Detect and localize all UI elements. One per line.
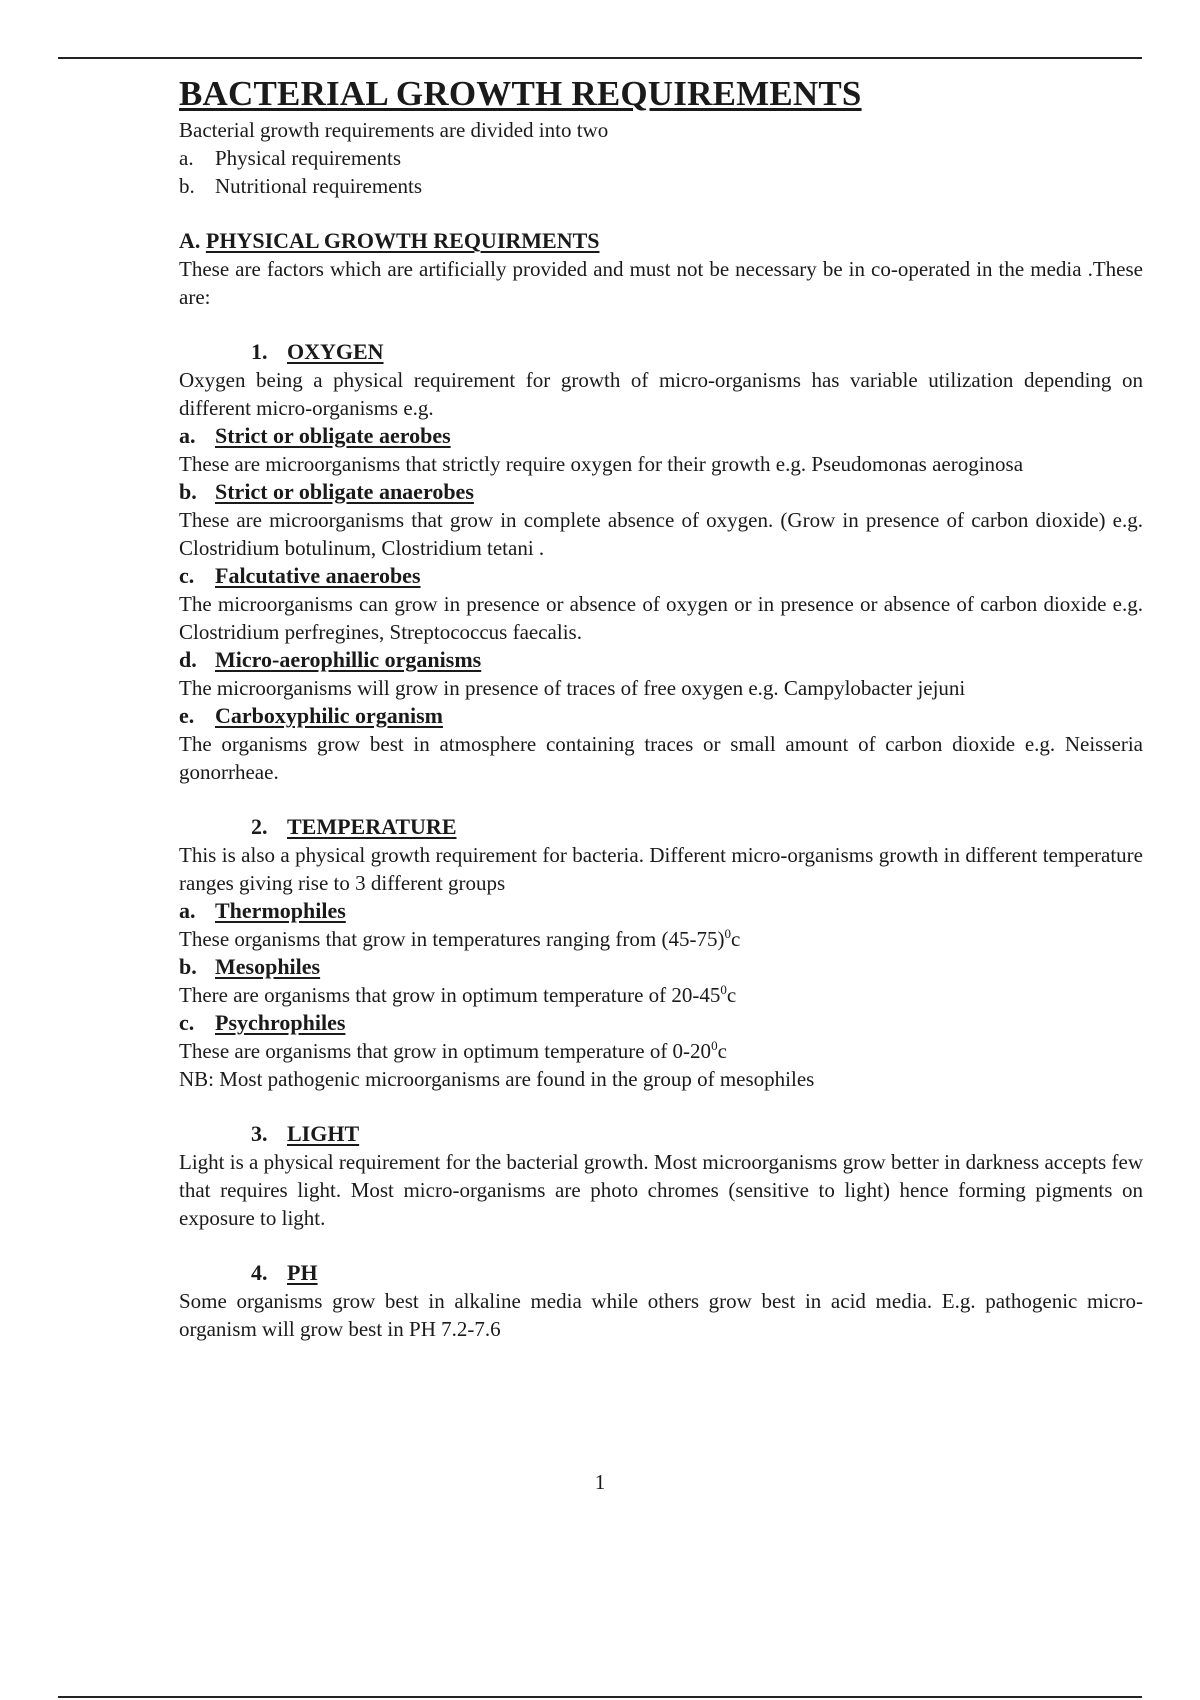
sub-marker: b. <box>179 479 197 504</box>
text-part: There are organisms that grow in optimum temperature of 20-45 <box>179 983 721 1007</box>
section-title: TEMPERATURE <box>287 814 457 839</box>
section-title: OXYGEN <box>287 339 384 364</box>
text-part: c <box>717 1039 727 1063</box>
text-part: c <box>726 983 737 1007</box>
list-item-text: Physical requirements <box>215 146 402 170</box>
subheading <box>179 1009 1143 1037</box>
sub-title: Thermophiles <box>215 898 346 923</box>
oxygen-text: Oxygen being a physical requirement for growth of micro-organisms has variable utilization depending on different micro-organisms e.g. <box>179 368 1143 420</box>
sub-marker: e. <box>179 703 195 728</box>
list-marker: a. <box>179 146 194 170</box>
subheading <box>179 422 1143 450</box>
note-text: NB: Most pathogenic microorganisms are found in the group of mesophiles <box>179 1067 815 1091</box>
degree-superscript: 0 <box>720 982 727 997</box>
sub-marker: c. <box>179 563 195 588</box>
oxygen-heading <box>179 338 1143 366</box>
sub-title: Strict or obligate aerobes <box>215 423 451 448</box>
light-text: Light is a physical requirement for the bacterial growth. Most microorganisms grow better in darkness accepts few that requires light. Most micro-organisms are photo chromes (sensitive to light) hence forming pigments on exposure to light. <box>179 1150 1143 1230</box>
temperature-heading <box>179 813 1143 841</box>
sub-marker: d. <box>179 647 197 672</box>
paragraph <box>179 981 1143 1009</box>
intro-list <box>179 144 1143 200</box>
paragraph: These are microorganisms that strictly require oxygen for their growth e.g. Pseudomonas aeroginosa <box>179 452 1024 476</box>
sub-marker: a. <box>179 898 196 923</box>
text-part: c <box>730 927 741 951</box>
document-body <box>179 72 1143 1343</box>
subheading <box>179 646 1143 674</box>
sub-title: Carboxyphilic organism <box>215 703 443 728</box>
section-title: PHYSICAL GROWTH REQUIRMENTS <box>205 228 600 253</box>
page-number: 1 <box>594 1470 606 1494</box>
sub-title: Falcutative anaerobes <box>215 563 421 588</box>
section-a-text: These are factors which are artificially provided and must not be necessary be in co-operated in the media .These are: <box>179 257 1143 309</box>
section-a-heading <box>179 227 1143 255</box>
paragraph: The organisms grow best in atmosphere containing traces or small amount of carbon dioxide e.g. Neisseria gonorrheae. <box>179 732 1143 784</box>
sub-marker: b. <box>179 954 197 979</box>
subheading <box>179 562 1143 590</box>
text-part: These are organisms that grow in optimum temperature of 0-20 <box>179 1039 712 1063</box>
sub-title: Psychrophiles <box>215 1010 346 1035</box>
section-number: 3. <box>251 1121 268 1146</box>
list-item <box>179 172 1143 200</box>
subheading <box>179 897 1143 925</box>
section-marker: A. <box>179 228 201 253</box>
paragraph: The microorganisms will grow in presence of traces of free oxygen e.g. Campylobacter jejuni <box>179 676 966 700</box>
subheading <box>179 702 1143 730</box>
degree-superscript: 0 <box>711 1038 718 1053</box>
temperature-text: This is also a physical growth requirement for bacteria. Different micro-organisms growth in different temperature ranges giving rise to 3 different groups <box>179 843 1143 895</box>
list-marker: b. <box>179 174 195 198</box>
document-title: BACTERIAL GROWTH REQUIREMENTS <box>179 74 862 113</box>
paragraph <box>179 1037 1143 1065</box>
list-item <box>179 144 1143 172</box>
footer-rule <box>58 1696 1142 1698</box>
paragraph: These are microorganisms that grow in complete absence of oxygen. (Grow in presence of carbon dioxide) e.g. Clostridium botulinum, Clostridium tetani . <box>179 508 1143 560</box>
section-number: 2. <box>251 814 268 839</box>
ph-text: Some organisms grow best in alkaline media while others grow best in acid media. E.g. pathogenic micro-organism will grow best in PH 7.2-7.6 <box>179 1289 1143 1341</box>
section-number: 1. <box>251 339 268 364</box>
sub-marker: a. <box>179 423 196 448</box>
subheading <box>179 953 1143 981</box>
degree-superscript: 0 <box>724 926 731 941</box>
section-title: LIGHT <box>287 1121 360 1146</box>
section-title: PH <box>287 1260 318 1285</box>
list-item-text: Nutritional requirements <box>215 174 423 198</box>
ph-heading <box>179 1259 1143 1287</box>
subheading <box>179 478 1143 506</box>
paragraph <box>179 925 1143 953</box>
paragraph: The microorganisms can grow in presence or absence of oxygen or in presence or absence of carbon dioxide e.g. Clostridium perfregines, Streptococcus faecalis. <box>179 592 1143 644</box>
header-rule <box>58 57 1142 59</box>
sub-title: Micro-aerophillic organisms <box>215 647 482 672</box>
sub-title: Mesophiles <box>215 954 321 979</box>
text-part: These organisms that grow in temperatures ranging from (45-75) <box>179 927 725 951</box>
sub-title: Strict or obligate anaerobes <box>215 479 474 504</box>
sub-marker: c. <box>179 1010 195 1035</box>
light-heading <box>179 1120 1143 1148</box>
intro-text: Bacterial growth requirements are divided into two <box>179 118 609 142</box>
section-number: 4. <box>251 1260 268 1285</box>
